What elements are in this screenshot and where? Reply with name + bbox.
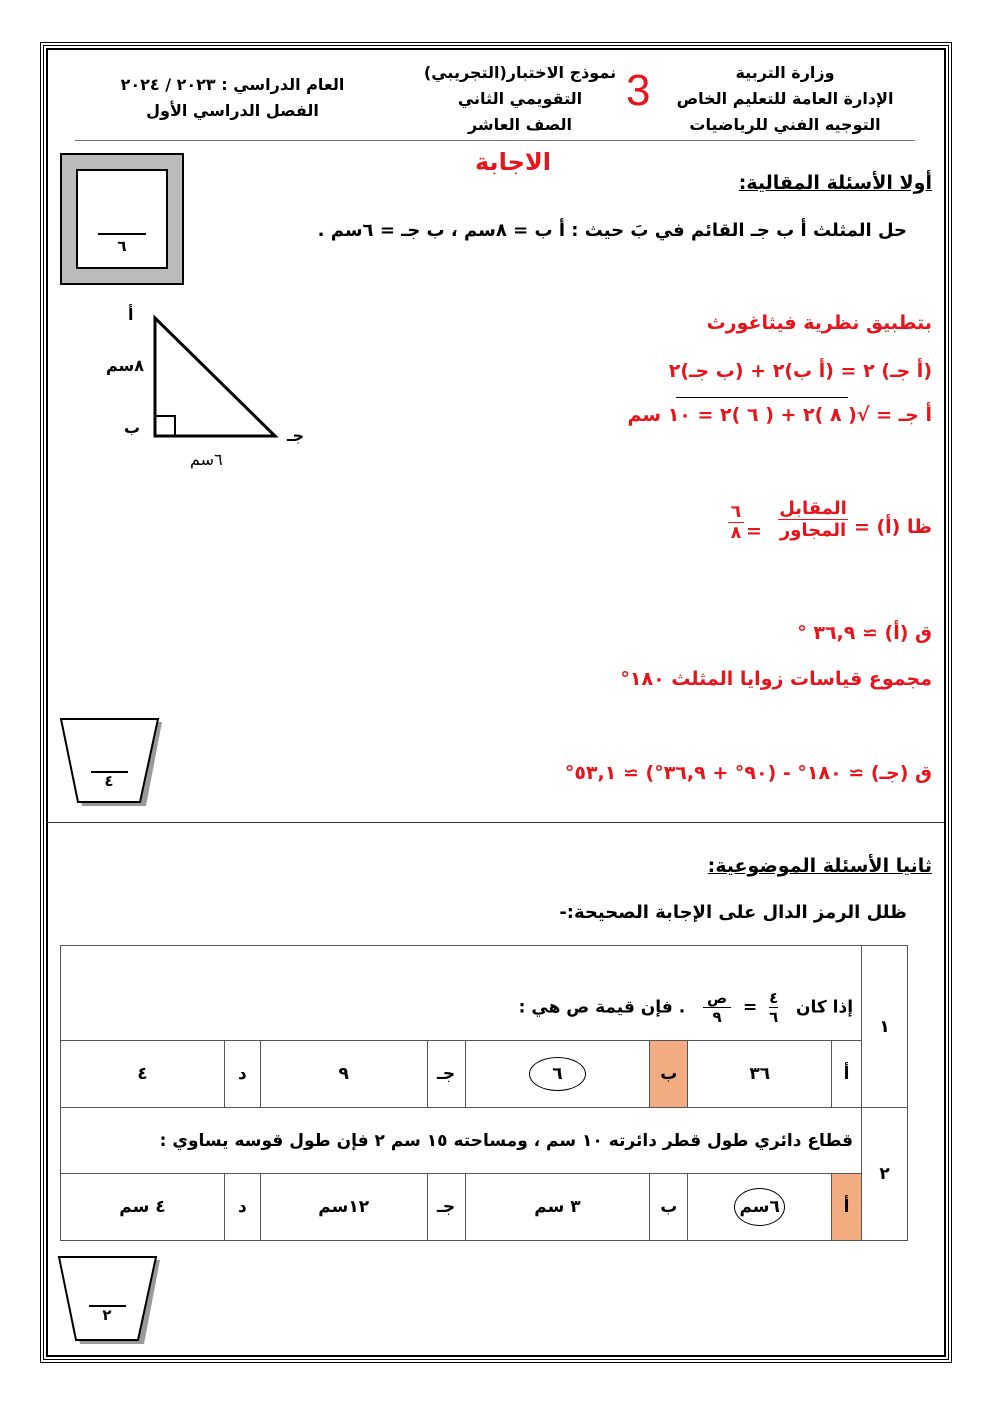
answer-circle: ٦سم — [734, 1188, 784, 1226]
model-number: 3 — [626, 66, 651, 115]
vertex-a: أ — [128, 305, 134, 324]
equals-sign: = — [746, 520, 762, 542]
option-letter[interactable]: جـ — [427, 1174, 465, 1241]
score-box — [58, 716, 168, 811]
header-year: العام الدراسي : ٢٠٢٣ / ٢٠٢٤ الفصل الدراسي الأول — [120, 75, 345, 120]
answer-title: الاجابة — [475, 148, 551, 176]
section-divider — [46, 822, 944, 823]
option-value[interactable] — [465, 1041, 650, 1108]
question-text: حل المثلث أ ب جـ القائم في بَ حيث : أ ب = ٨سم ، ب جـ = ٦سم . — [317, 220, 907, 241]
section1-title: أولا الأسئلة المقالية: — [738, 172, 932, 194]
score-value: ٤ — [104, 772, 114, 790]
side-bc: ٦سم — [190, 450, 223, 469]
mcq-table — [60, 945, 908, 1241]
option-value[interactable]: ١٢سم — [260, 1174, 427, 1241]
solution-line: ق (أ) ≃ ٣٦,٩ ° — [797, 622, 932, 644]
option-value[interactable]: ٤ — [61, 1041, 225, 1108]
option-value[interactable]: ٣ سم — [465, 1174, 650, 1241]
score-box: ٦ — [60, 153, 184, 285]
header-ministry: وزارة التربية الإدارة العامة للتعليم الخاص التوجيه الفني للرياضيات — [676, 63, 894, 134]
vertex-c: جـ — [287, 426, 304, 445]
header-divider — [75, 140, 915, 141]
option-letter[interactable]: ب — [650, 1174, 688, 1241]
header-exam: نموذج الاختبار(التجريبي) التقويمي الثاني الصف العاشر — [423, 63, 617, 134]
option-letter[interactable]: د — [224, 1041, 260, 1108]
option-value[interactable]: ٩ — [260, 1041, 427, 1108]
option-value[interactable]: ٤ سم — [61, 1174, 225, 1241]
question-1-text: إذا كان ٤ ٦ = ص ٩ . فإن قيمة ص هي : — [61, 946, 862, 1041]
vertex-b: ب — [124, 418, 141, 437]
solution-line: ق (جـ) ≃ ١٨٠° - (٩٠° + ٣٦,٩°) ≃ ٥٣,١° — [564, 762, 932, 784]
section2-title: ثانيا الأسئلة الموضوعية: — [707, 855, 932, 877]
option-value[interactable]: ٣٦ — [688, 1041, 832, 1108]
question-number: ٢ — [862, 1108, 908, 1241]
option-letter[interactable]: د — [224, 1174, 260, 1241]
sqrt-bar — [676, 397, 848, 398]
option-letter[interactable]: أ — [832, 1041, 862, 1108]
option-value[interactable] — [688, 1174, 832, 1241]
question-2-text: قطاع دائري طول قطر دائرته ١٠ سم ، ومساحته ١٥ سم ٢ فإن طول قوسه يساوي : — [61, 1108, 862, 1174]
solution-line: بتطبيق نظرية فيثاغورث — [706, 312, 932, 334]
option-letter-selected[interactable]: ب — [650, 1041, 688, 1108]
score-value: ٢ — [102, 1306, 112, 1324]
solution-line: أ جـ = √( ٨ )٢ + ( ٦ )٢ = ١٠ سم — [627, 404, 932, 426]
section2-instruction: ظلل الرمز الدال على الإجابة الصحيحة:- — [559, 902, 907, 923]
fraction-opposite-adjacent: المقابل المجاور — [779, 498, 847, 541]
fraction-6-8: ٦ ٨ — [728, 502, 744, 543]
option-letter[interactable]: جـ — [427, 1041, 465, 1108]
solution-line: (أ جـ) ٢ = (أ ب)٢ + (ب جـ)٢ — [668, 360, 932, 382]
option-letter-selected[interactable]: أ — [832, 1174, 862, 1241]
question-number: ١ — [862, 946, 908, 1108]
answer-circle: ٦ — [529, 1057, 585, 1091]
solution-line: ظا (أ) = — [853, 516, 932, 538]
solution-line: مجموع قياسات زوايا المثلث ١٨٠° — [620, 668, 932, 690]
score-box — [56, 1254, 166, 1349]
side-ab: ٨سم — [106, 356, 145, 375]
